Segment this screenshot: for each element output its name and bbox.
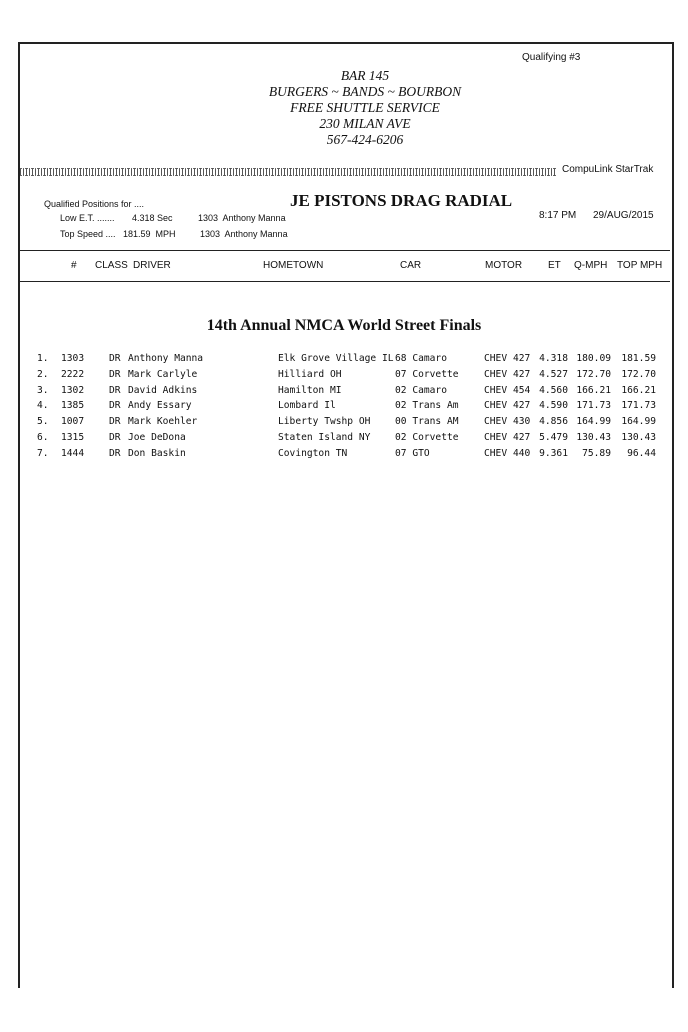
col-class: CLASS [95, 260, 128, 271]
cell-et: 4.590 [539, 400, 568, 412]
header-bottom-rule [20, 281, 670, 282]
cell-class: DR [109, 447, 121, 459]
cell-class: DR [109, 368, 121, 380]
cell-cid: 430 [513, 416, 531, 428]
sponsor-line: FREE SHUTTLE SERVICE [290, 100, 440, 115]
low-et-label: Low E.T. ....... [60, 213, 115, 223]
cell-cid: 427 [513, 431, 531, 443]
sponsor-line: BURGERS ~ BANDS ~ BOURBON [268, 84, 462, 99]
cell-make: CHEV [484, 400, 508, 412]
results-table [0, 353, 688, 464]
cell-position: 6. [37, 431, 49, 443]
report-time: 8:17 PM [539, 210, 577, 221]
col-et: ET [548, 260, 561, 271]
cell-cid: 427 [513, 353, 531, 364]
sponsor-line: 567-424-6206 [326, 132, 404, 147]
sponsor-block [200, 68, 530, 148]
cell-driver: Anthony Manna [128, 353, 204, 364]
cell-driver: Don Baskin [128, 447, 186, 459]
cell-class: DR [109, 384, 121, 396]
cell-cid: 454 [513, 384, 531, 396]
cell-position: 3. [37, 384, 49, 396]
cell-qmph: 172.70 [576, 368, 611, 380]
col-hometown: HOMETOWN [263, 260, 324, 271]
qualified-positions-label: Qualified Positions for .... [44, 199, 145, 209]
col-topmph: TOP MPH [617, 260, 663, 271]
cell-hometown: Hilliard OH [278, 368, 342, 380]
cell-driver: Mark Koehler [128, 416, 198, 428]
table-row [0, 353, 688, 369]
cell-car-number: 1315 [61, 431, 85, 443]
event-subtitle: 14th Annual NMCA World Street Finals [206, 317, 482, 334]
cell-et: 5.479 [539, 431, 568, 443]
cell-hometown: Covington TN [278, 447, 348, 459]
table-row [0, 416, 688, 432]
cell-class: DR [109, 353, 121, 364]
cell-cid: 440 [513, 447, 531, 459]
qualifying-label: Qualifying #3 [522, 52, 581, 63]
cell-car-number: 1007 [61, 416, 85, 428]
event-title: JE PISTONS DRAG RADIAL [290, 191, 513, 210]
cell-car: 07 Corvette [395, 368, 459, 380]
sponsor-line: 230 MILAN AVE [319, 116, 411, 131]
col-num: # [71, 260, 77, 271]
cell-et: 4.527 [539, 368, 568, 380]
cell-car: 02 Corvette [395, 431, 459, 443]
cell-hometown: Hamilton MI [278, 384, 342, 396]
table-row [0, 369, 688, 385]
cell-qmph: 166.21 [576, 384, 611, 396]
cell-qmph: 171.73 [576, 400, 611, 412]
dotted-separator [20, 168, 556, 176]
report-date: 29/AUG/2015 [593, 210, 654, 221]
cell-hometown: Elk Grove Village IL [278, 353, 394, 364]
cell-position: 7. [37, 447, 49, 459]
cell-position: 4. [37, 400, 49, 412]
cell-qmph: 180.09 [576, 353, 611, 364]
cell-position: 2. [37, 368, 49, 380]
cell-top-mph: 164.99 [621, 416, 656, 428]
header-top-rule [20, 250, 670, 251]
table-row [0, 448, 688, 464]
cell-et: 4.318 [539, 353, 568, 364]
table-row [0, 432, 688, 448]
cell-et: 4.856 [539, 416, 568, 428]
cell-class: DR [109, 416, 121, 428]
cell-top-mph: 181.59 [621, 353, 656, 364]
cell-class: DR [109, 431, 121, 443]
col-driver: DRIVER [133, 260, 171, 271]
brand-label: CompuLink StarTrak [562, 164, 654, 175]
cell-qmph: 164.99 [576, 416, 611, 428]
cell-make: CHEV [484, 416, 508, 428]
cell-et: 4.560 [539, 384, 568, 396]
low-et-driver: 1303 Anthony Manna [198, 213, 286, 223]
top-speed-driver: 1303 Anthony Manna [200, 229, 288, 239]
table-row [0, 385, 688, 401]
col-car: CAR [400, 260, 422, 271]
cell-make: CHEV [484, 384, 508, 396]
cell-car-number: 1302 [61, 384, 85, 396]
cell-make: CHEV [484, 431, 508, 443]
col-motor: MOTOR [485, 260, 523, 271]
cell-qmph: 130.43 [576, 431, 611, 443]
cell-driver: Mark Carlyle [128, 368, 198, 380]
cell-cid: 427 [513, 400, 531, 412]
cell-car: 02 Camaro [395, 384, 447, 396]
col-qmph: Q-MPH [574, 260, 608, 271]
cell-qmph: 75.89 [582, 447, 611, 459]
cell-car: 02 Trans Am [395, 400, 459, 412]
cell-car: 68 Camaro [395, 353, 447, 364]
cell-car-number: 1444 [61, 447, 85, 459]
cell-car-number: 2222 [61, 368, 85, 380]
cell-make: CHEV [484, 368, 508, 380]
low-et-value: 4.318 Sec [132, 213, 173, 223]
cell-top-mph: 172.70 [621, 368, 656, 380]
cell-driver: Andy Essary [128, 400, 192, 412]
cell-car-number: 1385 [61, 400, 85, 412]
cell-car-number: 1303 [61, 353, 85, 364]
cell-position: 1. [37, 353, 49, 364]
cell-make: CHEV [484, 447, 508, 459]
cell-driver: David Adkins [128, 384, 198, 396]
sponsor-line: BAR 145 [340, 68, 390, 83]
cell-driver: Joe DeDona [128, 431, 186, 443]
cell-top-mph: 171.73 [621, 400, 656, 412]
cell-car: 00 Trans AM [395, 416, 459, 428]
page-frame [18, 42, 674, 988]
top-speed-label: Top Speed .... [60, 229, 116, 239]
cell-position: 5. [37, 416, 49, 428]
cell-hometown: Lombard Il [278, 400, 336, 412]
table-row [0, 400, 688, 416]
cell-class: DR [109, 400, 121, 412]
cell-cid: 427 [513, 368, 531, 380]
cell-top-mph: 130.43 [621, 431, 656, 443]
top-speed-value: 181.59 MPH [123, 229, 176, 239]
cell-et: 9.361 [539, 447, 568, 459]
cell-top-mph: 96.44 [627, 447, 656, 459]
cell-top-mph: 166.21 [621, 384, 656, 396]
cell-car: 07 GTO [395, 447, 430, 459]
cell-make: CHEV [484, 353, 508, 364]
cell-hometown: Liberty Twshp OH [278, 416, 371, 428]
cell-hometown: Staten Island NY [278, 431, 371, 443]
